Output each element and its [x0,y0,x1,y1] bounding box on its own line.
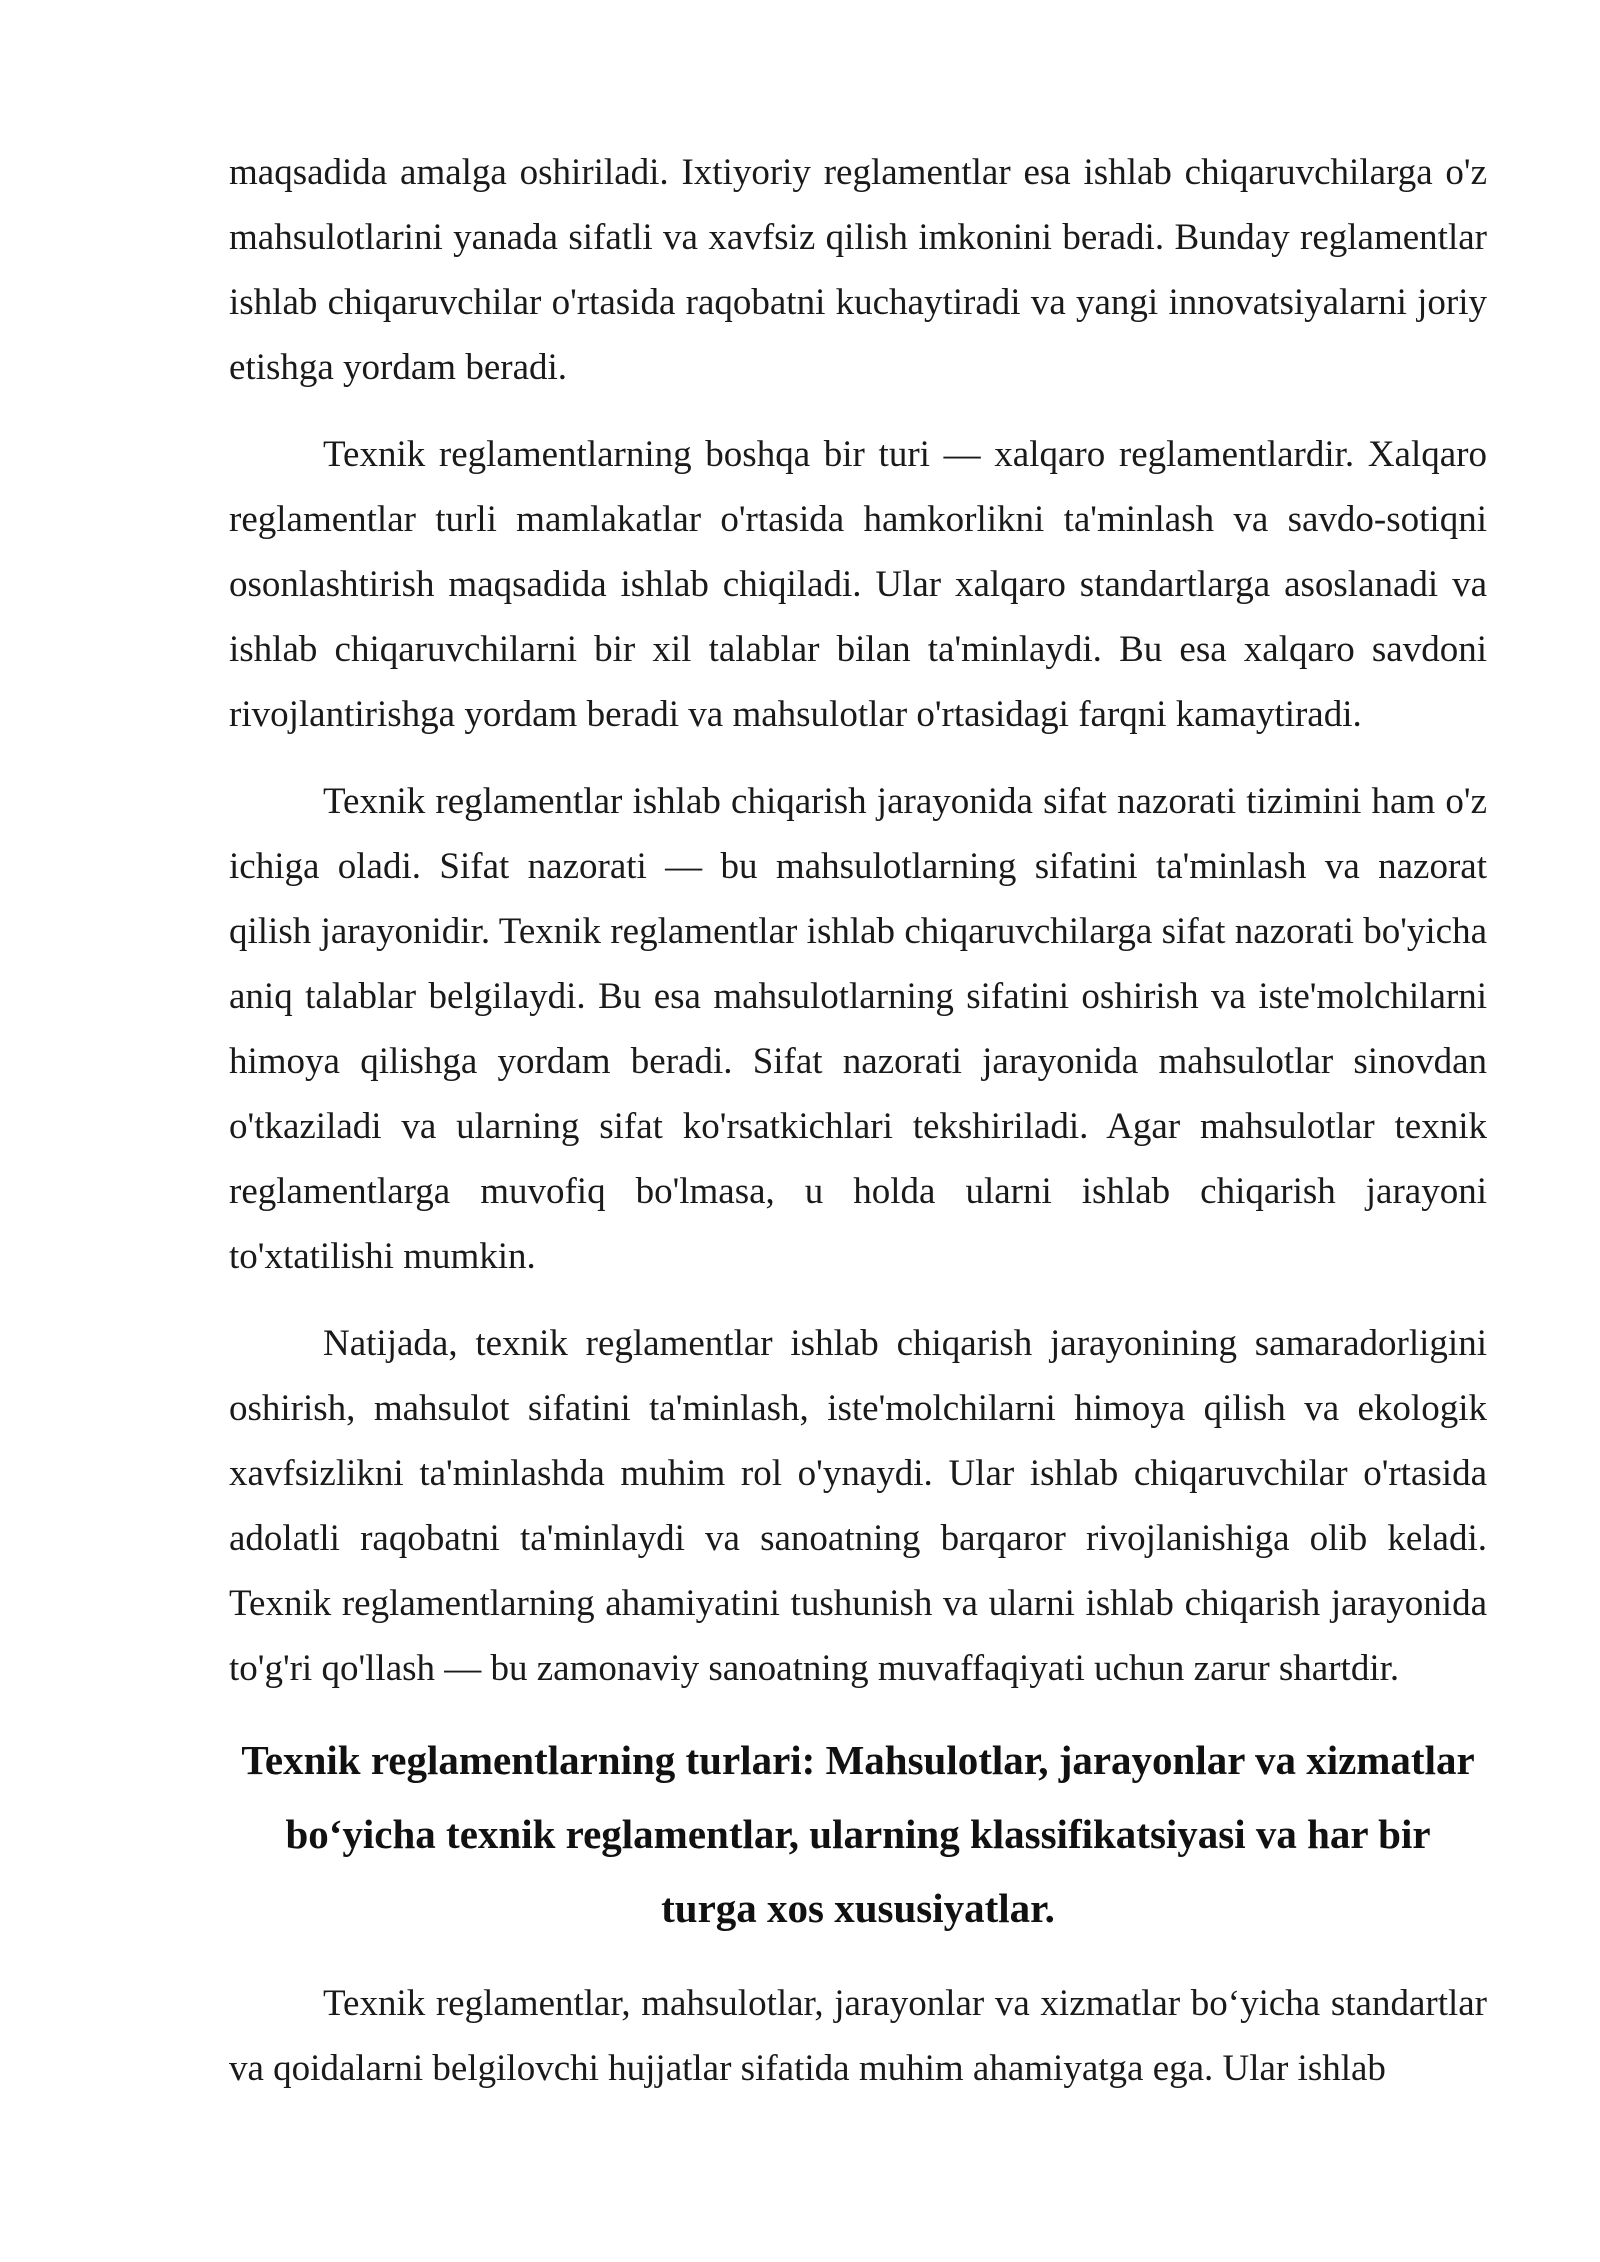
paragraph-international-regulations: Texnik reglamentlarning boshqa bir turi — xalqaro reglamentlardir. Xalqaro reglamentlar turli mamlakatlar o'rtasida hamkorlikni ta'minlash va savdo-sotiqni osonlashtirish maqsadida ishlab chiqiladi. Ular xalqaro standartlarga asoslanadi va ishlab chiqaruvchilarni bir xil talablar bilan ta'minlaydi. Bu esa xalqaro savdoni rivojlantirishga yordam beradi va mahsulotlar o'rtasidagi farqni kamaytiradi. [229,434,1487,735]
section-heading: Texnik reglamentlarning turlari: Mahsulotlar, jarayonlar va xizmatlar bo‘yicha texnik reglamentlar, ularning klassifikatsiyasi va har bir turga xos xususiyatlar. [241,1737,1475,1931]
paragraph-section-intro: Texnik reglamentlar, mahsulotlar, jarayonlar va xizmatlar bo‘yicha standartlar va qoidalarni belgilovchi hujjatlar sifatida muhim ahamiyatga ega. Ular ishlab [229,1983,1487,2089]
paragraph-continuation: maqsadida amalga oshiriladi. Ixtiyoriy reglamentlar esa ishlab chiqaruvchilarga o'z mahsulotlarini yanada sifatli va xavfsiz qilish imkonini beradi. Bunday reglamentlar ishlab chiqaruvchilar o'rtasida raqobatni kuchaytiradi va yangi innovatsiyalarni joriy etishga yordam beradi. [229,152,1487,388]
paragraph-conclusion: Natijada, texnik reglamentlar ishlab chiqarish jarayonining samaradorligini oshirish, mahsulot sifatini ta'minlash, iste'molchilarni himoya qilish va ekologik xavfsizlikni ta'minlashda muhim rol o'ynaydi. Ular ishlab chiqaruvchilar o'rtasida adolatli raqobatni ta'minlaydi va sanoatning barqaror rivojlanishiga olib keladi. Texnik reglamentlarning ahamiyatini tushunish va ularni ishlab chiqarish jarayonida to'g'ri qo'llash — bu zamonaviy sanoatning muvaffaqiyati uchun zarur shartdir. [229,1323,1487,1689]
paragraph-quality-control: Texnik reglamentlar ishlab chiqarish jarayonida sifat nazorati tizimini ham o'z ichiga oladi. Sifat nazorati — bu mahsulotlarning sifatini ta'minlash va nazorat qilish jarayonidir. Texnik reglamentlar ishlab chiqaruvchilarga sifat nazorati bo'yicha aniq talablar belgilaydi. Bu esa mahsulotlarning sifatini oshirish va iste'molchilarni himoya qilishga yordam beradi. Sifat nazorati jarayonida mahsulotlar sinovdan o'tkaziladi va ularning sifat ko'rsatkichlari tekshiriladi. Agar mahsulotlar texnik reglamentlarga muvofiq bo'lmasa, u holda ularni ishlab chiqarish jarayoni to'xtatilishi mumkin. [229,781,1487,1277]
document-body [229,140,1487,2101]
